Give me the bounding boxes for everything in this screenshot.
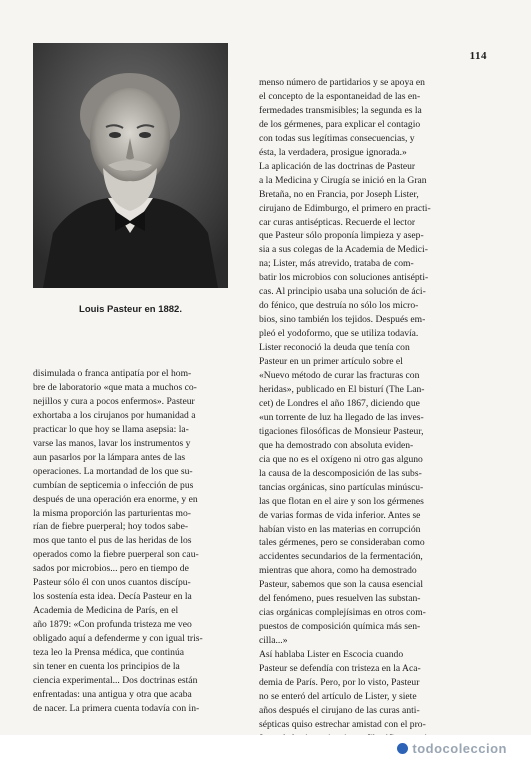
text-line: el concepto de la espontaneidad de las en-	[259, 90, 421, 102]
text-line: fermedades transmisibles; la segunda es la	[259, 104, 422, 116]
text-line: cias orgánicas complejísimas en otros com-	[259, 607, 426, 619]
text-line: varse las manos, lavar los instrumentos y	[33, 437, 191, 449]
text-line: las que flotan en el aire y son los gérmenes	[259, 495, 424, 507]
text-line: na; Lister, más atrevido, trataba de com-	[259, 258, 414, 270]
text-line: nejillos y cura a pocos enfermos». Pasteur	[33, 395, 195, 407]
text-line: cia que no es el oxígeno ni otro gas alguno	[259, 453, 423, 465]
text-line: los sostenía esta idea. Decía Pasteur en la	[33, 591, 192, 603]
text-column-right	[259, 76, 480, 760]
text-line: Pasteur en un primer artículo sobre el	[259, 356, 403, 368]
text-line: cet) de Londres el año 1867, diciendo que	[259, 397, 420, 409]
text-line: rían de fiebre puerperal; hoy todos sabe-	[33, 521, 189, 533]
text-line: a la Medicina y Cirugía se inició en la Gran	[259, 174, 427, 186]
text-line: obligado aquí a defenderme y con igual tris-	[33, 633, 203, 645]
text-line: cirujano de Edimburgo, el primero en practi-	[259, 202, 431, 214]
text-line: tancias orgánicas, sino partículas minúscu-	[259, 481, 424, 493]
text-line: batir los microbios con soluciones antisépti-	[259, 272, 429, 284]
text-line: «un torrente de luz ha llegado de las inves-	[259, 411, 424, 423]
text-line: pleó el yodoformo, que se utiliza todavía.	[259, 328, 419, 340]
text-line: ésta, la verdadera, prosigue ignorada.»	[259, 146, 407, 158]
text-line: La aplicación de las doctrinas de Pasteur	[259, 160, 416, 172]
text-line: bios, sino también los tejidos. Después em-	[259, 314, 426, 326]
portrait-photo	[33, 43, 228, 288]
text-line: Bretaña, no en Francia, por Joseph Lister,	[259, 188, 419, 200]
text-line: do fénico, que destruía no sólo los micro-	[259, 300, 419, 312]
photo-caption: Louis Pasteur en 1882.	[79, 304, 182, 315]
text-line: puestos de composición química más sen-	[259, 621, 421, 633]
text-line: cumbían de septicemia o infección de pus	[33, 479, 194, 491]
text-line: mientras que ahora, como ha demostrado	[259, 565, 417, 577]
text-line: accidentes secundarios de la fermentación,	[259, 551, 423, 563]
text-line: car curas antisépticas. Recuerde el lector	[259, 216, 416, 228]
text-line: bre de laboratorio «que mata a muchos co-	[33, 381, 197, 393]
text-line: menso número de partidarios y se apoya en	[259, 77, 425, 88]
page-number: 114	[469, 50, 487, 62]
text-line: tigaciones filosóficas de Monsieur Pasteur,	[259, 425, 424, 437]
text-line: cilla...»	[259, 635, 288, 647]
text-line: Pasteur, sabemos que son la causa esencial	[259, 579, 423, 591]
text-line: demia de París. Pero, por lo visto, Pasteur	[259, 676, 420, 688]
text-line: exhortaba a los cirujanos por humanidad a	[33, 409, 196, 421]
text-line: enfrentadas: una antigua y otra que acaba	[33, 688, 192, 700]
text-line: cas. Al principio usaba una solución de áci-	[259, 286, 426, 298]
text-line: año 1879: «Con profunda tristeza me veo	[33, 619, 192, 631]
text-line: de nacer. La primera cuenta todavía con in-	[33, 702, 200, 714]
text-line: la causa de la descomposición de las subs-	[259, 467, 422, 479]
text-line: de los gérmenes, para explicar el contagio	[259, 118, 421, 130]
text-line: disimulada o franca antipatía por el hom-	[33, 368, 192, 379]
text-line: sados por microbios... pero en tiempo de	[33, 563, 189, 575]
text-line: «Nuevo método de curar las fracturas con	[259, 370, 420, 382]
text-line: años después el cirujano de las curas anti-	[259, 704, 420, 716]
text-column-left	[33, 367, 259, 716]
text-line: del fenómeno, pues resuelven las substan-	[259, 593, 421, 605]
text-line: que ha demostrado con absoluta eviden-	[259, 439, 414, 451]
text-line: sia a sus colegas de la Academia de Medici-	[259, 244, 428, 256]
text-line: Lister reconoció la deuda que tenía con	[259, 342, 410, 354]
text-line: Pasteur sólo él con unos cuantos discípu-	[33, 577, 191, 589]
text-line: tales gérmenes, pero se consideraban como	[259, 537, 425, 549]
text-line: de varias formas de vida inferior. Antes se	[259, 509, 421, 521]
text-line: teza leo la Prensa médica, que continúa	[33, 647, 185, 659]
text-line: practicar lo que hoy se llama asepsia: la-	[33, 423, 189, 435]
text-line: heridas», publicado en El bisturí (The Lan-	[259, 383, 425, 395]
text-line: operaciones. La mortandad de los que su-	[33, 465, 193, 477]
portrait-illustration	[33, 43, 228, 288]
text-line: sin tener en cuenta los principios de la	[33, 661, 180, 673]
text-line: Así hablaba Lister en Escocia cuando	[259, 649, 404, 661]
text-line: habían visto en las materias en corrupción	[259, 523, 421, 535]
logo-dot-icon	[397, 743, 408, 754]
logo-text: todocoleccion	[412, 741, 507, 756]
text-line: después de una operación era enorme, y en	[33, 493, 198, 505]
text-line: que Pasteur sólo proponía limpieza y asep-	[259, 230, 424, 242]
text-line: no se enteró del artículo de Lister, y siete	[259, 690, 417, 702]
text-line: la misma proporción las parturientas mo-	[33, 507, 191, 519]
text-line: mos que tanto el pus de las heridas de los	[33, 535, 192, 547]
text-line: ciencia experimental... Dos doctrinas están	[33, 674, 198, 686]
text-line: Pasteur se defendía con tristeza en la Aca-	[259, 663, 421, 675]
text-line: operados como la fiebre puerperal son cau-	[33, 549, 199, 561]
watermark-footer	[0, 735, 531, 766]
text-line: sépticas quiso estrechar amistad con el pro-	[259, 718, 426, 730]
text-line: Academia de Medicina de París, en el	[33, 605, 179, 617]
site-logo	[397, 741, 507, 756]
text-line: aun pasarlos por la lámpara antes de las	[33, 451, 186, 463]
text-line: con todas sus legítimas consecuencias, y	[259, 132, 415, 144]
